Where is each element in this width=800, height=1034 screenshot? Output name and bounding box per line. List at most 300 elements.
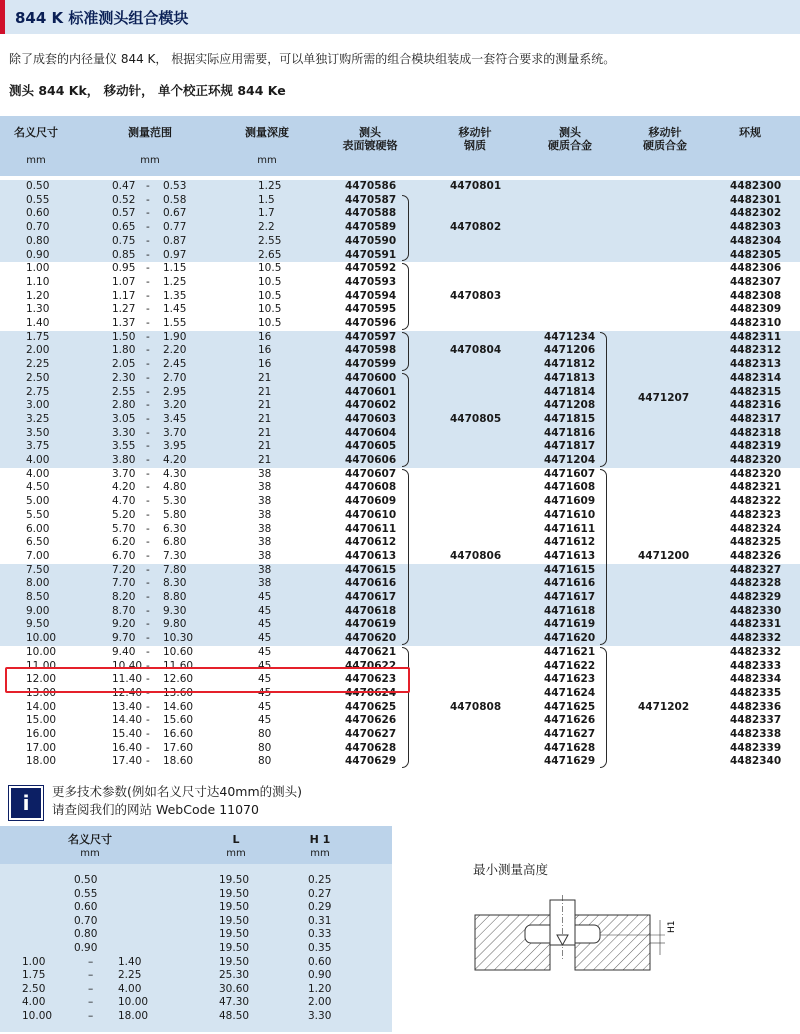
range-dash: -	[146, 234, 150, 247]
probe-chrome-code: 4470605	[345, 440, 397, 453]
nominal-dash: –	[88, 982, 94, 995]
measuring-depth: 38	[258, 481, 272, 494]
probe-chrome-code: 4470622	[345, 659, 397, 672]
probe-carbide-code: 4471622	[544, 659, 596, 672]
range-low: 10.40	[112, 659, 143, 672]
pin-carbide-code: 4471202	[638, 700, 690, 713]
nominal-dash: –	[88, 996, 94, 1009]
range-dash: -	[146, 536, 150, 549]
nominal-size: 8.00	[26, 577, 50, 590]
ring-gauge-code: 4482309	[730, 303, 782, 316]
range-high: 3.20	[163, 399, 187, 412]
probe-chrome-code: 4470597	[345, 330, 397, 343]
ring-gauge-code: 4482320	[730, 454, 782, 466]
range-low: 11.40	[112, 673, 143, 686]
probe-carbide-code: 4471624	[544, 686, 596, 699]
range-high: 18.60	[163, 755, 194, 768]
probe-carbide-code: 4471816	[544, 426, 596, 439]
height-h1: 0.90	[308, 969, 332, 982]
range-dash: -	[146, 481, 150, 494]
table-row	[0, 564, 800, 578]
probe-carbide-code: 4471617	[544, 591, 596, 603]
nominal-size: 17.00	[26, 741, 57, 754]
length-l: 48.50	[219, 1010, 250, 1022]
height-h1: 0.29	[308, 901, 332, 914]
nominal-to: 18.00	[118, 1010, 149, 1022]
header-depth-unit: mm	[257, 155, 277, 166]
probe-chrome-code: 4470623	[345, 673, 397, 686]
probe-carbide-code: 4471610	[544, 508, 596, 521]
measuring-depth: 10.5	[258, 289, 282, 302]
probe-carbide-code: 4471208	[544, 399, 596, 412]
ring-gauge-code: 4482315	[730, 385, 782, 398]
range-high: 0.58	[163, 193, 187, 206]
pin-steel-code: 4470802	[450, 221, 502, 234]
ring-gauge-code: 4482323	[730, 508, 782, 521]
probe-carbide-code: 4471618	[544, 604, 596, 617]
ring-gauge-code: 4482333	[730, 659, 782, 672]
range-low: 3.30	[112, 426, 136, 439]
probe-chrome-code: 4470611	[345, 522, 397, 535]
pin-carbide-brace	[600, 647, 607, 768]
nominal-size: 6.50	[26, 536, 50, 549]
nominal-size: 3.00	[26, 399, 50, 412]
info-icon: i	[9, 786, 43, 820]
range-dash: -	[146, 207, 150, 220]
ring-gauge-code: 4482307	[730, 275, 782, 288]
range-low: 0.47	[112, 180, 136, 192]
pin-carbide-brace	[600, 332, 607, 467]
probe-carbide-code: 4471813	[544, 371, 596, 384]
nominal-size: 1.30	[26, 303, 50, 316]
range-dash: -	[146, 221, 150, 234]
probe-chrome-code: 4470629	[345, 755, 397, 768]
measuring-depth: 45	[258, 645, 272, 658]
nominal-size: 10.00	[26, 632, 57, 645]
range-dash: -	[146, 522, 150, 535]
probe-chrome-code: 4470607	[345, 467, 397, 480]
nominal-size: 0.55	[26, 193, 50, 206]
probe-chrome-code: 4470625	[345, 700, 397, 713]
measuring-depth: 45	[258, 673, 272, 686]
ring-gauge-code: 4482317	[730, 412, 782, 425]
nominal-size: 14.00	[26, 700, 57, 713]
range-low: 12.40	[112, 686, 143, 699]
measuring-depth: 38	[258, 549, 272, 562]
nominal-size: 7.50	[26, 563, 50, 576]
pin-steel-brace	[402, 373, 409, 467]
header-probe-carbide: 测头 硬质合金	[548, 126, 592, 152]
length-l: 19.50	[219, 928, 250, 941]
range-low: 3.70	[112, 467, 136, 480]
table-row	[0, 901, 392, 915]
range-dash: -	[146, 755, 150, 768]
measuring-depth: 10.5	[258, 317, 282, 329]
range-high: 4.80	[163, 481, 187, 494]
probe-carbide-code: 4471621	[544, 645, 596, 658]
pin-steel-code: 4470801	[450, 180, 502, 192]
range-low: 2.55	[112, 385, 136, 398]
probe-chrome-code: 4470617	[345, 591, 397, 603]
probe-carbide-code: 4471817	[544, 440, 596, 453]
range-high: 0.67	[163, 207, 187, 220]
header-nominal: 名义尺寸	[14, 126, 58, 139]
probe-chrome-code: 4470620	[345, 632, 397, 645]
min-height-diagram	[465, 890, 685, 980]
nominal-from: 0.80	[74, 928, 98, 941]
range-low: 1.37	[112, 317, 136, 329]
probe-chrome-code: 4470608	[345, 481, 397, 494]
range-low: 1.07	[112, 275, 136, 288]
ring-gauge-code: 4482311	[730, 330, 782, 343]
range-high: 12.60	[163, 673, 194, 686]
nominal-from: 0.50	[74, 874, 98, 886]
length-l: 47.30	[219, 996, 250, 1009]
pin-steel-brace	[402, 195, 409, 262]
range-high: 3.70	[163, 426, 187, 439]
table-row	[0, 454, 800, 468]
nominal-size: 0.80	[26, 234, 50, 247]
probe-chrome-code: 4470619	[345, 618, 397, 631]
range-high: 9.80	[163, 618, 187, 631]
range-high: 1.15	[163, 262, 187, 275]
table-row	[0, 468, 800, 482]
nominal-size: 0.50	[26, 180, 50, 192]
probe-carbide-code: 4471626	[544, 714, 596, 727]
nominal-dash: –	[88, 1010, 94, 1022]
probe-carbide-code: 4471812	[544, 358, 596, 371]
table-row	[0, 888, 392, 902]
range-dash: -	[146, 645, 150, 658]
height-h1: 2.00	[308, 996, 332, 1009]
range-low: 9.70	[112, 632, 136, 645]
probe-chrome-code: 4470589	[345, 221, 397, 234]
measuring-depth: 16	[258, 358, 272, 371]
measuring-depth: 10.5	[258, 275, 282, 288]
table-row	[0, 427, 800, 441]
measuring-depth: 38	[258, 495, 272, 508]
nominal-size: 1.40	[26, 317, 50, 329]
probe-carbide-code: 4471607	[544, 467, 596, 480]
probe-chrome-code: 4470596	[345, 317, 397, 329]
probe-chrome-code: 4470627	[345, 728, 397, 740]
nominal-size: 9.50	[26, 618, 50, 631]
measuring-depth: 21	[258, 426, 272, 439]
header-nominal-unit: mm	[26, 155, 46, 166]
range-high: 2.45	[163, 358, 187, 371]
range-low: 3.55	[112, 440, 136, 453]
measuring-depth: 38	[258, 467, 272, 480]
nominal-size: 4.00	[26, 467, 50, 480]
range-low: 13.40	[112, 700, 143, 713]
ring-gauge-code: 4482306	[730, 262, 782, 275]
range-high: 16.60	[163, 728, 194, 740]
range-high: 4.30	[163, 467, 187, 480]
range-high: 5.80	[163, 508, 187, 521]
measuring-depth: 16	[258, 344, 272, 357]
pin-steel-code: 4470806	[450, 549, 502, 562]
probe-carbide-code: 4471612	[544, 536, 596, 549]
probe-chrome-code: 4470591	[345, 248, 397, 261]
range-low: 4.70	[112, 495, 136, 508]
table-row	[0, 728, 800, 742]
length-l: 19.50	[219, 874, 250, 886]
table-row	[0, 317, 800, 331]
header-range: 测量范围	[128, 126, 172, 139]
ring-gauge-code: 4482340	[730, 755, 782, 768]
nominal-from: 0.55	[74, 887, 98, 900]
range-dash: -	[146, 577, 150, 590]
probe-carbide-code: 4471609	[544, 495, 596, 508]
measuring-depth: 21	[258, 440, 272, 453]
header-probe-chrome: 测头 表面镀硬铬	[342, 126, 398, 152]
probe-chrome-code: 4470603	[345, 412, 397, 425]
nominal-size: 9.00	[26, 604, 50, 617]
small-header-h1-unit: mm	[310, 848, 330, 859]
range-dash: -	[146, 344, 150, 357]
header-depth: 测量深度	[245, 126, 289, 139]
nominal-size: 11.00	[26, 659, 57, 672]
table-row	[0, 646, 800, 660]
table-row	[0, 303, 800, 317]
range-dash: -	[146, 454, 150, 466]
table-row	[0, 358, 800, 372]
table-row	[0, 536, 800, 550]
table-row	[0, 440, 800, 454]
ring-gauge-code: 4482321	[730, 481, 782, 494]
measuring-depth: 80	[258, 728, 272, 740]
measuring-depth: 38	[258, 536, 272, 549]
range-dash: -	[146, 714, 150, 727]
pin-steel-code: 4470804	[450, 344, 502, 357]
range-high: 7.30	[163, 549, 187, 562]
nominal-size: 4.50	[26, 481, 50, 494]
range-low: 2.30	[112, 371, 136, 384]
measuring-depth: 45	[258, 591, 272, 603]
probe-chrome-code: 4470588	[345, 207, 397, 220]
range-dash: -	[146, 686, 150, 699]
range-high: 2.20	[163, 344, 187, 357]
ring-gauge-code: 4482334	[730, 673, 782, 686]
measuring-depth: 16	[258, 330, 272, 343]
pin-carbide-code: 4471200	[638, 549, 690, 562]
table-row	[0, 942, 392, 956]
probe-chrome-code: 4470624	[345, 686, 397, 699]
range-low: 1.80	[112, 344, 136, 357]
table-row	[0, 983, 392, 997]
probe-chrome-code: 4470610	[345, 508, 397, 521]
probe-chrome-code: 4470601	[345, 385, 397, 398]
diagram-title: 最小测量高度	[473, 862, 549, 877]
table-row	[0, 618, 800, 632]
range-low: 15.40	[112, 728, 143, 740]
height-h1: 3.30	[308, 1010, 332, 1022]
range-low: 0.85	[112, 248, 136, 261]
ring-gauge-code: 4482304	[730, 234, 782, 247]
range-dash: -	[146, 399, 150, 412]
nominal-from: 0.90	[74, 942, 98, 954]
measuring-depth: 21	[258, 454, 272, 466]
table-row	[0, 481, 800, 495]
nominal-from: 2.50	[22, 982, 46, 995]
nominal-from: 0.70	[74, 914, 98, 927]
probe-shape	[550, 895, 575, 960]
range-dash: -	[146, 741, 150, 754]
table-row	[0, 632, 800, 646]
table-row	[0, 344, 800, 358]
title-bar	[0, 0, 800, 34]
nominal-size: 1.20	[26, 289, 50, 302]
ring-gauge-code: 4482331	[730, 618, 782, 631]
range-high: 6.30	[163, 522, 187, 535]
ring-gauge-code: 4482335	[730, 686, 782, 699]
range-low: 16.40	[112, 741, 143, 754]
nominal-from: 10.00	[22, 1010, 53, 1022]
range-dash: -	[146, 248, 150, 261]
ring-gauge-code: 4482322	[730, 495, 782, 508]
nominal-size: 7.00	[26, 549, 50, 562]
range-low: 3.80	[112, 454, 136, 466]
table-row	[0, 207, 800, 221]
range-high: 2.70	[163, 371, 187, 384]
range-high: 14.60	[163, 700, 194, 713]
measuring-depth: 45	[258, 618, 272, 631]
range-high: 0.87	[163, 234, 187, 247]
probe-carbide-code: 4471206	[544, 344, 596, 357]
measuring-depth: 38	[258, 563, 272, 576]
probe-chrome-code: 4470604	[345, 426, 397, 439]
ring-gauge-code: 4482320	[730, 467, 782, 480]
h1-label: H1	[667, 920, 677, 933]
range-high: 5.30	[163, 495, 187, 508]
table-row	[0, 523, 800, 537]
range-high: 2.95	[163, 385, 187, 398]
table-row	[0, 956, 392, 970]
nominal-size: 12.00	[26, 673, 57, 686]
ring-gauge-code: 4482329	[730, 591, 782, 603]
probe-chrome-code: 4470609	[345, 495, 397, 508]
measuring-depth: 2.2	[258, 221, 275, 234]
ring-gauge-code: 4482339	[730, 741, 782, 754]
range-high: 0.97	[163, 248, 187, 261]
range-dash: -	[146, 604, 150, 617]
range-dash: -	[146, 673, 150, 686]
range-dash: -	[146, 495, 150, 508]
table-row	[0, 928, 392, 942]
range-low: 5.20	[112, 508, 136, 521]
range-dash: -	[146, 591, 150, 603]
range-high: 1.90	[163, 330, 187, 343]
nominal-size: 18.00	[26, 755, 57, 768]
table-row	[0, 495, 800, 509]
length-l: 19.50	[219, 942, 250, 954]
probe-chrome-code: 4470618	[345, 604, 397, 617]
nominal-size: 5.50	[26, 508, 50, 521]
measuring-depth: 38	[258, 508, 272, 521]
pin-steel-code: 4470805	[450, 412, 502, 425]
table-row	[0, 509, 800, 523]
probe-carbide-code: 4471629	[544, 755, 596, 768]
height-h1: 0.25	[308, 874, 332, 886]
range-low: 9.40	[112, 645, 136, 658]
ring-gauge-code: 4482330	[730, 604, 782, 617]
table-row	[0, 180, 800, 194]
table-row	[0, 742, 800, 756]
probe-carbide-code: 4471815	[544, 412, 596, 425]
nominal-size: 4.00	[26, 454, 50, 466]
min-height-table	[0, 826, 392, 1032]
nominal-size: 2.75	[26, 385, 50, 398]
probe-carbide-code: 4471611	[544, 522, 596, 535]
probe-chrome-code: 4470602	[345, 399, 397, 412]
range-dash: -	[146, 728, 150, 740]
ring-gauge-code: 4482326	[730, 549, 782, 562]
range-dash: -	[146, 358, 150, 371]
table-row	[0, 331, 800, 345]
range-dash: -	[146, 330, 150, 343]
range-dash: -	[146, 303, 150, 316]
probe-chrome-code: 4470615	[345, 563, 397, 576]
measuring-depth: 2.55	[258, 234, 282, 247]
range-dash: -	[146, 289, 150, 302]
table-row	[0, 755, 800, 769]
range-high: 11.60	[163, 659, 194, 672]
table-row	[0, 372, 800, 386]
range-dash: -	[146, 426, 150, 439]
range-high: 0.77	[163, 221, 187, 234]
measuring-depth: 45	[258, 714, 272, 727]
range-dash: -	[146, 659, 150, 672]
measuring-depth: 38	[258, 522, 272, 535]
length-l: 25.30	[219, 969, 250, 982]
table-row	[0, 249, 800, 263]
table-row	[0, 874, 392, 888]
ring-gauge-code: 4482314	[730, 371, 782, 384]
ring-gauge-code: 4482332	[730, 645, 782, 658]
nominal-from: 0.60	[74, 901, 98, 914]
range-high: 1.45	[163, 303, 187, 316]
min-height-table-header	[0, 826, 392, 864]
pin-steel-code: 4470808	[450, 700, 502, 713]
range-low: 0.65	[112, 221, 136, 234]
nominal-dash: –	[88, 955, 94, 968]
probe-chrome-code: 4470612	[345, 536, 397, 549]
nominal-size: 0.70	[26, 221, 50, 234]
probe-carbide-code: 4471234	[544, 330, 596, 343]
table-row	[0, 290, 800, 304]
measuring-depth: 45	[258, 604, 272, 617]
range-high: 0.53	[163, 180, 187, 192]
pin-carbide-code: 4471207	[638, 392, 690, 405]
pin-steel-brace	[402, 647, 409, 768]
main-table-header	[0, 116, 800, 176]
height-h1: 0.27	[308, 887, 332, 900]
pin-steel-brace	[402, 469, 409, 645]
range-high: 15.60	[163, 714, 194, 727]
range-low: 2.80	[112, 399, 136, 412]
range-low: 0.57	[112, 207, 136, 220]
nominal-size: 3.75	[26, 440, 50, 453]
probe-chrome-code: 4470628	[345, 741, 397, 754]
measuring-depth: 10.5	[258, 262, 282, 275]
intro-text: 除了成套的内径量仪 844 K， 根据实际应用需要，可以单独订购所需的组合模块组装成一套符合要求的测量系统。	[9, 52, 616, 66]
measuring-depth: 80	[258, 755, 272, 768]
range-low: 1.17	[112, 289, 136, 302]
measuring-depth: 1.7	[258, 207, 275, 220]
nominal-dash: –	[88, 969, 94, 982]
measuring-depth: 45	[258, 700, 272, 713]
nominal-size: 3.25	[26, 412, 50, 425]
